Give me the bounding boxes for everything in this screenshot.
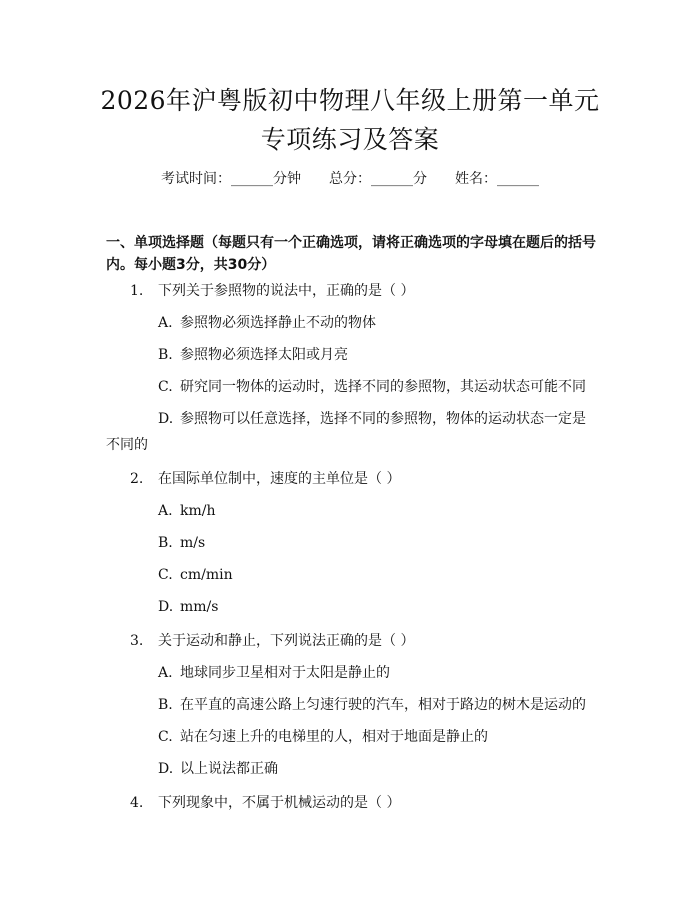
question-text: 在国际单位制中，速度的主单位是（ ）	[158, 471, 401, 487]
option-a	[0, 496, 700, 526]
option-text: 研究同一物体的运动时，选择不同的参照物，其运动状态可能不同	[180, 379, 586, 395]
option-text: cm/min	[180, 567, 233, 583]
option-text: m/s	[180, 535, 206, 551]
option-letter: C.	[158, 729, 173, 745]
option-a	[0, 658, 700, 688]
option-b	[0, 690, 700, 720]
option-letter: C.	[158, 379, 173, 395]
question-stem	[0, 626, 700, 656]
question-4	[0, 788, 700, 818]
option-b	[0, 340, 700, 370]
option-letter: B.	[158, 535, 173, 551]
question-2	[0, 464, 700, 622]
option-letter: B.	[158, 347, 173, 363]
section-heading: 一、单项选择题（每题只有一个正确选项，请将正确选项的字母填在题后的括号内。每小题3分，共30分）	[106, 235, 596, 273]
option-letter: B.	[158, 697, 173, 713]
option-text: 地球同步卫星相对于太阳是静止的	[180, 665, 390, 681]
question-stem	[0, 788, 700, 818]
question-1	[0, 276, 700, 458]
question-text: 关于运动和静止，下列说法正确的是（ ）	[158, 633, 415, 649]
option-letter: D.	[158, 411, 174, 427]
option-c	[0, 560, 700, 590]
option-letter: D.	[158, 761, 174, 777]
option-text: 参照物必须选择太阳或月亮	[180, 347, 348, 363]
option-letter: D.	[158, 599, 174, 615]
option-letter: A.	[158, 315, 173, 331]
question-stem	[0, 276, 700, 306]
option-text: 参照物可以任意选择，选择不同的参照物，物体的运动状态一定是不同的	[106, 411, 586, 453]
question-number: 2.	[130, 471, 144, 487]
student-name-field: 姓名：______	[455, 171, 539, 187]
option-letter: C.	[158, 567, 173, 583]
question-stem	[0, 464, 700, 494]
option-text: km/h	[180, 503, 216, 519]
option-letter: A.	[158, 503, 173, 519]
question-list	[0, 276, 700, 822]
question-text: 下列现象中，不属于机械运动的是（ ）	[158, 795, 401, 811]
option-text: 参照物必须选择静止不动的物体	[180, 315, 376, 331]
option-text: mm/s	[180, 599, 219, 615]
option-d	[0, 754, 700, 784]
option-c	[0, 722, 700, 752]
option-letter: A.	[158, 665, 173, 681]
option-a	[0, 308, 700, 338]
exam-meta-row	[0, 170, 700, 188]
question-3	[0, 626, 700, 784]
option-text: 站在匀速上升的电梯里的人，相对于地面是静止的	[180, 729, 488, 745]
document-title-line-1: 2026年沪粤版初中物理八年级上册第一单元	[100, 86, 600, 115]
option-d	[0, 592, 700, 622]
exam-time-field: 考试时间：______分钟	[161, 171, 301, 187]
option-d	[0, 406, 700, 458]
document-title-line-2: 专项练习及答案	[260, 125, 440, 154]
option-text: 在平直的高速公路上匀速行驶的汽车，相对于路边的树木是运动的	[180, 697, 586, 713]
question-text: 下列关于参照物的说法中，正确的是（ ）	[158, 283, 415, 299]
option-b	[0, 528, 700, 558]
option-text: 以上说法都正确	[180, 761, 278, 777]
question-number: 4.	[130, 795, 144, 811]
question-number: 1.	[130, 283, 144, 299]
question-number: 3.	[130, 633, 144, 649]
total-score-field: 总分：______分	[329, 171, 427, 187]
option-c	[0, 372, 700, 402]
